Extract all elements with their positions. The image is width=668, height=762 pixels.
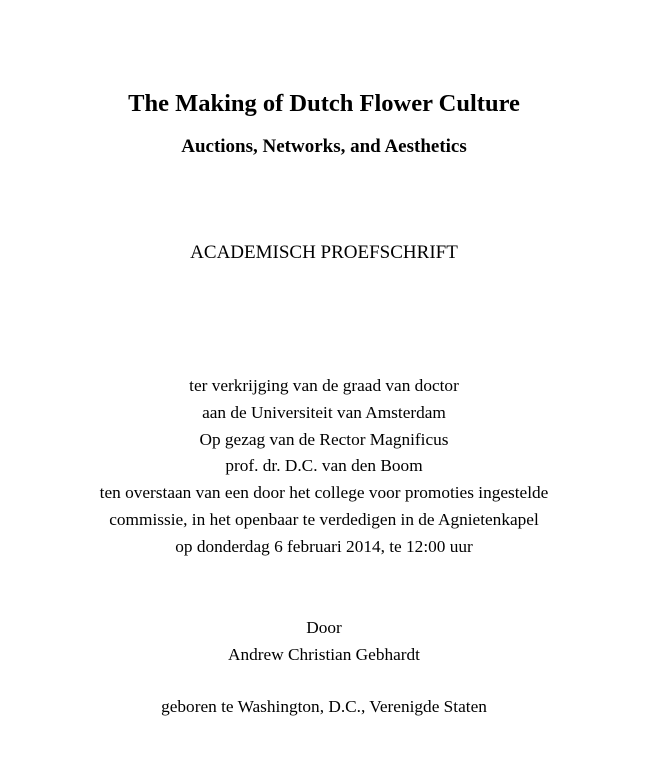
document-title: The Making of Dutch Flower Culture xyxy=(128,90,520,117)
author-name: Andrew Christian Gebhardt xyxy=(228,645,420,664)
birth-place-line: geboren te Washington, D.C., Verenigde Staten xyxy=(161,697,487,716)
thesis-type-heading: ACADEMISCH PROEFSCHRIFT xyxy=(190,242,458,263)
by-label: Door xyxy=(306,618,342,637)
document-subtitle: Auctions, Networks, and Aesthetics xyxy=(181,136,467,157)
degree-statement xyxy=(0,373,648,561)
degree-statement-line: prof. dr. D.C. van den Boom xyxy=(225,456,423,476)
degree-statement-line: ter verkrijging van de graad van doctor xyxy=(189,376,459,395)
degree-statement-line: commissie, in het openbaar te verdedigen in de Agnietenkapel xyxy=(109,509,539,529)
degree-statement-line: Op gezag van de Rector Magnificus xyxy=(199,429,449,449)
degree-statement-line: ten overstaan van een door het college voor promoties ingestelde xyxy=(99,483,549,503)
degree-statement-line: op donderdag 6 februari 2014, te 12:00 uur xyxy=(175,536,473,556)
degree-statement-line: aan de Universiteit van Amsterdam xyxy=(202,402,446,422)
